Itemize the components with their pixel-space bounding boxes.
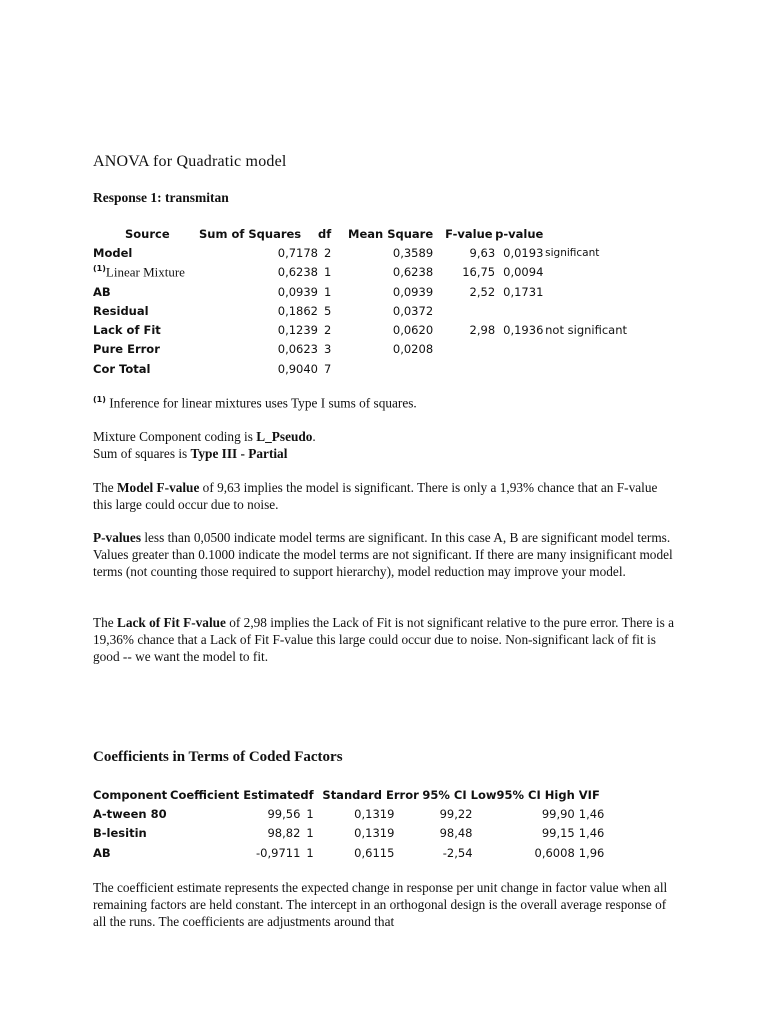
table-row	[93, 301, 627, 320]
table-row	[93, 804, 605, 823]
coef-estimate: 98,82	[267, 826, 301, 841]
anova-df: 2	[324, 323, 332, 338]
anova-ms: 0,6238	[392, 265, 434, 280]
anova-col-df: df	[318, 226, 332, 241]
anova-df: 7	[324, 361, 332, 376]
coef-col-ci-high: 95% CI High	[496, 787, 575, 802]
anova-ss: 0,1862	[277, 303, 318, 318]
anova-ss: 0,0623	[277, 342, 318, 357]
anova-f: 2,98	[469, 323, 496, 338]
anova-df: 5	[324, 303, 332, 318]
anova-df: 3	[324, 342, 332, 357]
anova-table	[93, 224, 627, 378]
anova-df: 2	[324, 245, 332, 260]
footnote	[93, 395, 417, 411]
anova-ms: 0,0208	[392, 342, 434, 357]
model-f-term: Model F-value	[117, 480, 200, 495]
anova-p	[495, 359, 545, 378]
footnote-marker: (1)	[93, 395, 106, 404]
anova-ss: 0,7178	[277, 245, 318, 260]
coef-component: A-tween 80	[93, 806, 167, 821]
ss-type-value: Type III - Partial	[190, 445, 288, 461]
coding-label: Mixture Component coding is	[93, 429, 257, 444]
coef-se: 0,1319	[354, 806, 395, 821]
anova-df: 1	[324, 284, 332, 299]
coef-df: 1	[306, 845, 314, 860]
anova-header-row	[93, 224, 627, 243]
anova-source: Lack of Fit	[93, 323, 161, 338]
coef-ci-high: 99,15	[541, 826, 575, 841]
anova-f	[433, 359, 495, 378]
anova-col-p: p-value	[495, 226, 544, 241]
anova-ms: 0,3589	[392, 245, 434, 260]
coef-ci-low: -2,54	[442, 845, 473, 860]
anova-f: 2,52	[469, 284, 496, 299]
coef-header-row	[93, 785, 605, 804]
lack-of-fit-paragraph	[93, 615, 678, 665]
anova-note: not significant	[545, 323, 628, 338]
table-row	[93, 359, 627, 378]
anova-source: AB	[93, 284, 111, 299]
table-row	[93, 243, 627, 262]
coef-component: B-lesitin	[93, 826, 147, 841]
table-row	[93, 340, 627, 359]
anova-ss: 0,6238	[277, 265, 318, 280]
table-row	[93, 320, 627, 339]
anova-note	[545, 301, 627, 320]
anova-p: 0,0094	[503, 265, 544, 280]
table-row	[93, 824, 605, 843]
anova-p	[495, 301, 545, 320]
p-values-text: less than 0,0500 indicate model terms are significant. In this case A, B are significant model terms. Values greater than 0.1000 indicate the model terms are not significant. If there are many insignificant model terms (not counting those required to support hierarchy), model reduction may improve your model.	[93, 530, 673, 579]
footnote-text: Inference for linear mixtures uses Type I sums of squares.	[105, 395, 417, 411]
anova-f: 16,75	[462, 265, 496, 280]
table-row	[93, 263, 627, 282]
anova-source: Model	[93, 245, 133, 260]
anova-source-label: Linear Mixture	[105, 264, 185, 280]
anova-p: 0,1731	[503, 284, 544, 299]
anova-source: Cor Total	[93, 361, 151, 376]
anova-ms: 0,0939	[392, 284, 434, 299]
anova-p: 0,1936	[503, 323, 544, 338]
page-title: ANOVA for Quadratic model	[93, 153, 287, 170]
coef-col-se: Standard Error	[322, 787, 419, 802]
model-f-prefix: The	[93, 480, 117, 495]
anova-df: 1	[324, 265, 332, 280]
coefficient-explanation: The coefficient estimate represents the expected change in response per unit change in factor value when all remaining factors are held constant. The intercept in an orthogonal design is the overall average response of all the runs. The coefficients are adjustments around that	[93, 880, 668, 929]
coef-col-estimate: Coefficient Estimate	[170, 787, 301, 802]
anova-ss: 0,9040	[277, 361, 318, 376]
anova-source: Residual	[93, 303, 149, 318]
lof-prefix: The	[93, 615, 117, 630]
coef-col-ci-low: 95% CI Low	[422, 787, 497, 802]
table-row	[93, 843, 605, 862]
anova-ms: 0,0372	[392, 303, 434, 318]
coding-suffix: .	[312, 429, 316, 444]
coef-ci-low: 99,22	[439, 806, 473, 821]
coef-se: 0,6115	[354, 845, 395, 860]
coef-estimate: -0,9711	[256, 845, 301, 860]
anova-note	[545, 340, 627, 359]
anova-f: 9,63	[469, 245, 496, 260]
coefficients-table	[93, 785, 605, 862]
anova-f	[433, 301, 495, 320]
footnote-marker: (1)	[93, 264, 106, 274]
anova-note	[545, 263, 627, 282]
coef-df: 1	[306, 806, 314, 821]
coding-info	[93, 429, 678, 463]
coef-col-vif: VIF	[578, 787, 600, 802]
coef-ci-high: 99,90	[541, 806, 575, 821]
anova-p: 0,0193	[503, 245, 544, 260]
coef-vif: 1,46	[578, 826, 605, 841]
coef-ci-high: 0,6008	[534, 845, 575, 860]
anova-ss: 0,0939	[277, 284, 318, 299]
coef-col-component: Component	[93, 787, 168, 802]
coding-value: L_Pseudo	[256, 429, 313, 444]
anova-col-f: F-value	[445, 226, 493, 241]
p-values-paragraph	[93, 530, 678, 580]
response-heading: Response 1: transmitan	[93, 190, 229, 205]
anova-col-ms: Mean Square	[348, 226, 434, 241]
coefficients-heading: Coefficients in Terms of Coded Factors	[93, 749, 343, 765]
p-values-term: P-values	[93, 530, 142, 545]
coef-df: 1	[306, 826, 314, 841]
anova-source: Pure Error	[93, 342, 160, 357]
coef-estimate: 99,56	[267, 806, 301, 821]
anova-ms	[348, 359, 433, 378]
anova-col-ss: Sum of Squares	[199, 226, 302, 241]
model-f-text: of 9,63 implies the model is significant. There is only a 1,93% chance that an F-value this large could occur due to noise.	[93, 480, 658, 512]
coef-ci-low: 98,48	[439, 826, 473, 841]
lof-term: Lack of Fit F-value	[117, 615, 226, 630]
coef-se: 0,1319	[354, 826, 395, 841]
ss-type-label: Sum of squares is	[93, 445, 191, 461]
anova-p	[495, 340, 545, 359]
anova-col-note	[545, 224, 627, 243]
anova-note	[545, 359, 627, 378]
anova-col-source: Source	[125, 226, 170, 241]
model-f-paragraph	[93, 480, 678, 514]
anova-ms: 0,0620	[392, 323, 434, 338]
coef-component: AB	[93, 845, 111, 860]
anova-note: significant	[545, 246, 600, 259]
anova-source	[93, 263, 193, 282]
table-row	[93, 282, 627, 301]
anova-ss: 0,1239	[277, 323, 318, 338]
anova-note	[545, 282, 627, 301]
coef-vif: 1,96	[578, 845, 605, 860]
coef-col-df: df	[300, 787, 314, 802]
anova-f	[433, 340, 495, 359]
coef-vif: 1,46	[578, 806, 605, 821]
lof-text: of 2,98 implies the Lack of Fit is not significant relative to the pure error. There is a 19,36% chance that a Lack of Fit F-value this large could occur due to noise. Non-significant lack of fit is good -- we want the model to fit.	[93, 615, 674, 664]
